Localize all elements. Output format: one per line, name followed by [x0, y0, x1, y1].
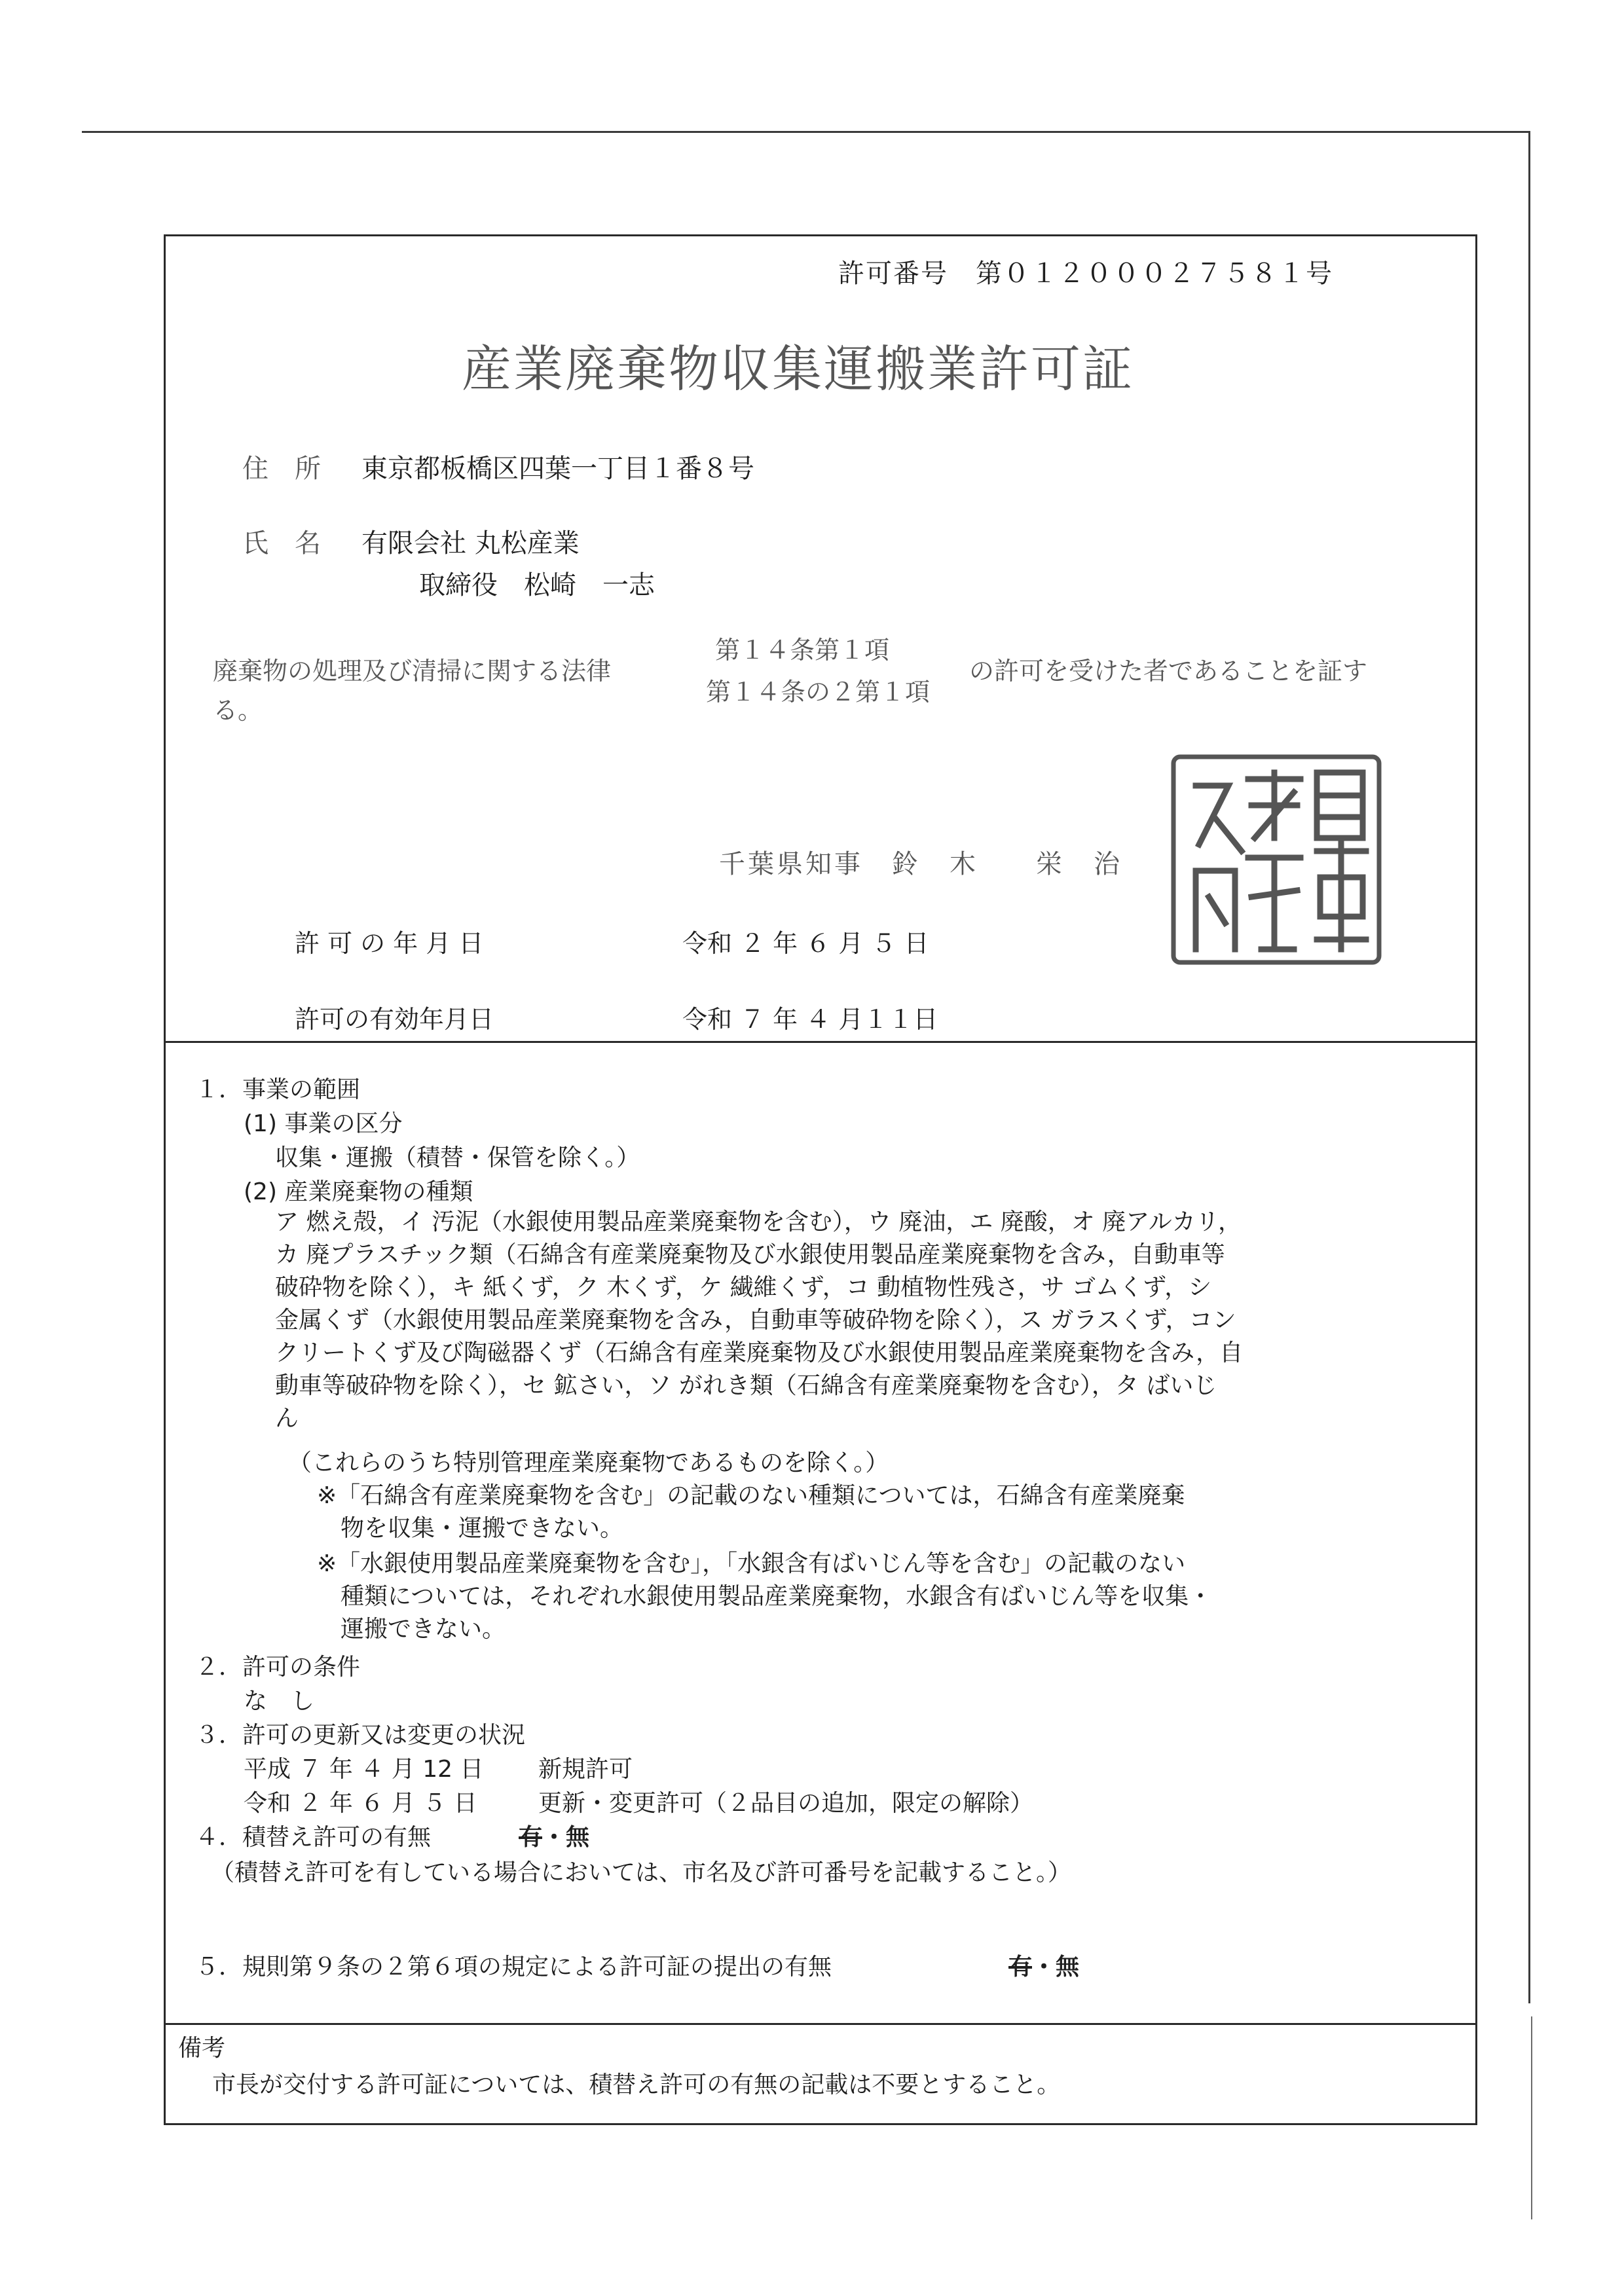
section4-option [519, 1821, 589, 1854]
history-event: 更新・変更許可（２品目の追加，限定の解除） [538, 1790, 1034, 1817]
note-line: ※「石綿含有産業廃棄物を含む」の記載のない種類については，石綿含有産業廃棄 [317, 1482, 1185, 1509]
section4-note: （積替え許可を有している場合においては、市名及び許可番号を記載すること。） [211, 1859, 1072, 1886]
waste-types-line: 破砕物を除く），キ 紙くず，ク 木くず，ケ 繊維くず，コ 動植物性残さ，サ ゴムくず，シ [275, 1274, 1212, 1301]
waste-types-line: ア 燃え殻，イ 汚泥（水銀使用製品産業廃棄物を含む），ウ 廃油，エ 廃酸，オ 廃アルカリ， [275, 1209, 1242, 1235]
option-has-struck: 有 [519, 1824, 543, 1851]
page-right-rule [1528, 131, 1530, 2003]
section1-sub1-value: 収集・運搬（積替・保管を除く。） [275, 1144, 640, 1171]
note-line: 運搬できない。 [341, 1616, 506, 1643]
remarks-text: 市長が交付する許可証については、積替え許可の有無の記載は不要とすること。 [212, 2071, 1061, 2098]
option-none-selected: 無 [1056, 1954, 1080, 1980]
remarks-label: 備考 [178, 2035, 226, 2062]
validity-date-label: 許可の有効年月日 [295, 1005, 494, 1034]
page-title: 産業廃棄物収集運搬業許可証 [462, 340, 1134, 398]
waste-types-line: ん [275, 1405, 299, 1432]
waste-types-line: 動車等破砕物を除く），セ 鉱さい，ソ がれき類（石綿含有産業廃棄物を含む），タ ばいじ [275, 1372, 1217, 1399]
official-seal-icon [1170, 753, 1383, 966]
header-divider [164, 1041, 1477, 1043]
waste-types-line: クリートくず及び陶磁器くず（石綿含有産業廃棄物及び水銀使用製品産業廃棄物を含み，自 [275, 1339, 1244, 1366]
note-line: ※「水銀使用製品産業廃棄物を含む」，「水銀含有ばいじん等を含む」の記載のない [317, 1550, 1186, 1577]
law-article-2: 第１４条の２第１項 [706, 678, 931, 706]
asbestos-note [317, 1480, 1430, 1545]
history-date: 令和 ２ 年 ６ 月 ５ 日 [244, 1790, 477, 1817]
section1-sub1-heading: (1) 事業の区分 [244, 1110, 403, 1137]
option-separator: ・ [542, 1824, 566, 1851]
page-top-rule [82, 131, 1529, 133]
history-date: 平成 ７ 年 ４ 月 12 日 [244, 1756, 484, 1783]
permit-number: 許可番号 第０１２０００２７５８１号 [838, 259, 1333, 289]
waste-types-line: カ 廃プラスチック類（石綿含有産業廃棄物及び水銀使用製品産業廃棄物を含み，自動車等 [275, 1241, 1225, 1268]
permit-date-value: 令和 ２ 年 ６ 月 ５ 日 [682, 929, 929, 958]
section2-heading: ２．許可の条件 [195, 1654, 361, 1681]
section1-heading: １．事業の範囲 [195, 1076, 361, 1103]
page-right-rule-lower [1531, 2016, 1532, 2219]
section4-heading: ４．積替え許可の有無 [195, 1824, 432, 1851]
company-name: 有限会社 丸松産業 [361, 528, 580, 558]
option-separator: ・ [1032, 1954, 1056, 1980]
validity-date-value: 令和 ７ 年 ４ 月１１日 [682, 1005, 938, 1034]
waste-types-list [275, 1206, 1447, 1435]
certification-end: る。 [213, 696, 263, 725]
note-line: 種類については，それぞれ水銀使用製品産業廃棄物，水銀含有ばいじん等を収集・ [341, 1583, 1213, 1610]
option-has-struck: 有 [1008, 1954, 1033, 1980]
note-line: 物を収集・運搬できない。 [341, 1515, 624, 1542]
certification-suffix: の許可を受けた者であることを証す [969, 657, 1368, 685]
mercury-note [317, 1548, 1430, 1646]
section2-value: な し [244, 1688, 315, 1715]
option-none-selected: 無 [566, 1824, 590, 1851]
history-event: 新規許可 [538, 1756, 633, 1783]
exclusion-note: （これらのうち特別管理産業廃棄物であるものを除く。） [288, 1449, 889, 1476]
seal-graphic [1170, 753, 1383, 966]
address-value: 東京都板橋区四葉一丁目１番８号 [361, 454, 754, 484]
section1-sub2-heading: (2) 産業廃棄物の種類 [244, 1178, 473, 1205]
section3-heading: ３．許可の更新又は変更の状況 [195, 1722, 526, 1749]
permit-date-label: 許 可 の 年 月 日 [295, 929, 484, 958]
section5-heading: ５．規則第９条の２第６項の規定による許可証の提出の有無 [195, 1954, 832, 1980]
name-label: 氏 名 [242, 528, 321, 558]
certification-prefix: 廃棄物の処理及び清掃に関する法律 [213, 657, 612, 685]
waste-types-line: 金属くず（水銀使用製品産業廃棄物を含み，自動車等破砕物を除く），ス ガラスくず，コン [275, 1307, 1236, 1334]
remarks-divider [164, 2023, 1477, 2025]
section5-option [1008, 1951, 1079, 1984]
issuer-name: 千葉県知事 鈴 木 栄 治 [719, 849, 1122, 879]
representative-name: 取締役 松崎 一志 [419, 570, 655, 600]
law-article-1: 第１４条第１項 [715, 636, 890, 665]
address-label: 住 所 [242, 454, 321, 484]
